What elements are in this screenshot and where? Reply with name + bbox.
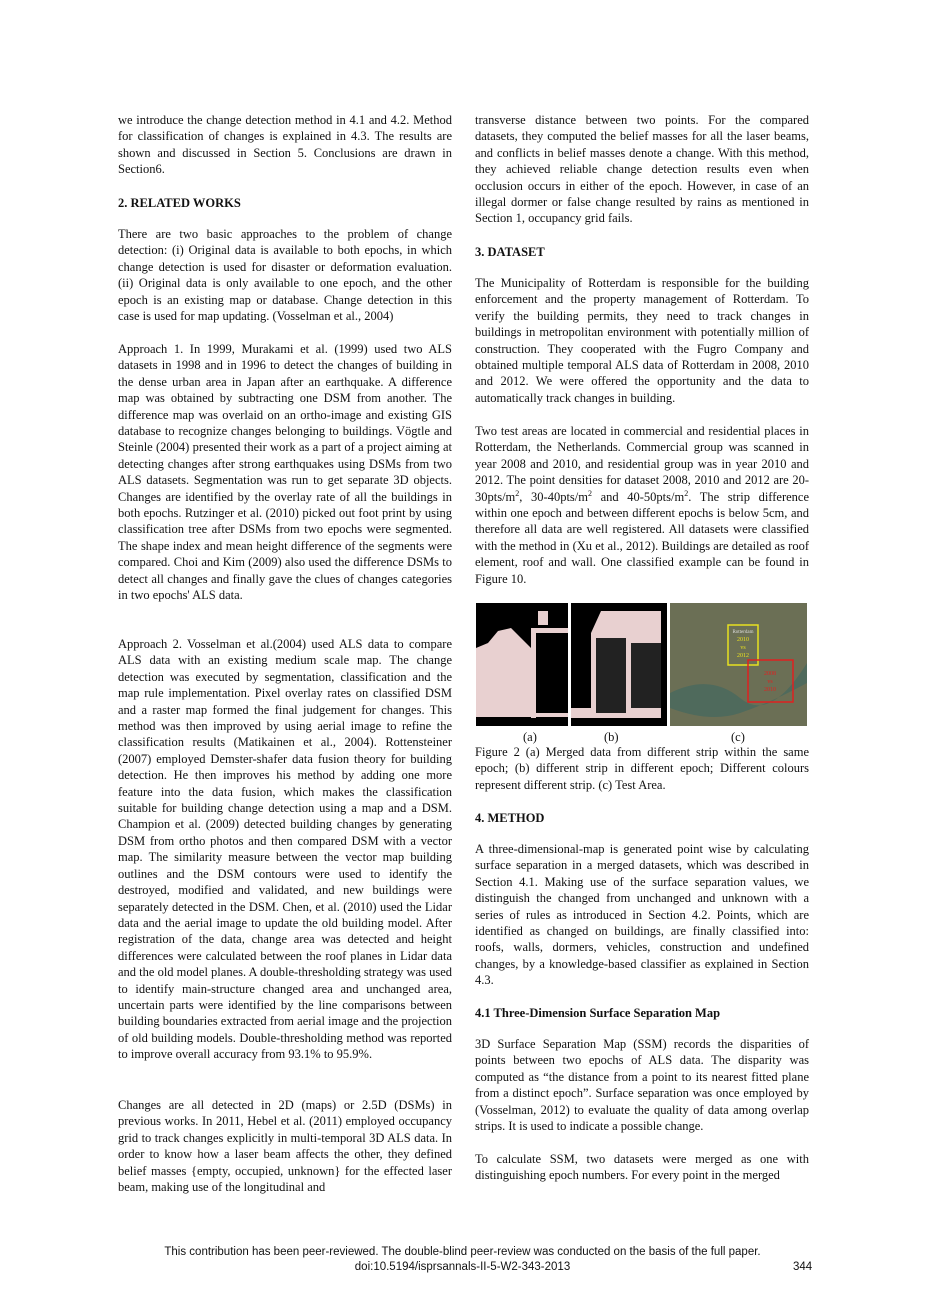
svg-text:2010: 2010 bbox=[764, 687, 776, 693]
figure-label-b: (b) bbox=[604, 730, 619, 744]
approach-1-paragraph: Approach 1. In 1999, Murakami et al. (1999) used two ALS datasets in 1998 and in 1996 to detect the changes of building in the dense urban area in Japan after an earthquake. A difference map was obtained by subtracting one DSM from another. The difference map was overlaid on an ortho-image and existing GIS database to recognize changes belonging to buildings. Vögtle and Steinle (2004) presented their work as a part of a project aiming at detecting changes after strong earthquakes using DSMs from two ALS datasets. Segmentation was run to get separate 3D objects. Changes are identified by the overlay rate of all the buildings in both epochs. Rutzinger et al. (2010) picked out foot print by using classification tree after DSMs from two epochs were segmented. The shape index and mean height difference of the segments were compared. Choi and Kim (2009) also used the difference DSMs to detect all changes and finally gave the clues of changes categories in two epochs' ALS data. bbox=[118, 342, 452, 603]
svg-text:2008: 2008 bbox=[764, 671, 776, 677]
related-works-paragraph: There are two basic approaches to the problem of change detection: (i) Original data is available to both epochs, in which change detection is used for disaster or deformation evaluation. (ii) Original data is only available to one epoch, and the other epoch is an existing map or database. Change detection in this case is used for map updating. (Vosselman et al., 2004) bbox=[118, 227, 452, 324]
figure-2-caption: Figure 2 (a) Merged data from different strip within the same epoch; (b) different strip in different epoch; Different colours represent different strip. (c) Test Area. bbox=[475, 745, 809, 792]
figure-2b-point-cloud bbox=[571, 603, 667, 726]
figure-label-c: (c) bbox=[731, 730, 745, 744]
occupancy-paragraph: transverse distance between two points. For the compared datasets, they computed the belief masses for all the laser beams, and conflicts in belief masses denote a change. With this method, they achieved reliable change detection results even when occlusion occurs in either of the epoch. However, in case of an illegal dormer or false change resulted by rains as mentioned in Section 1, occupancy grid fails. bbox=[475, 113, 809, 226]
ssm-paragraph: 3D Surface Separation Map (SSM) records the disparities of points between two epochs of ALS data. The disparity was computed as “the distance from a point to its nearest fitted plane from a distinct epoch”. Surface separation was once employed by (Vosselman, 2012) to evaluate the quality of data among overlap strips. It is used to indicate a possible change. bbox=[475, 1037, 809, 1134]
figure-2a-point-cloud bbox=[476, 603, 568, 726]
footer-doi: doi:10.5194/isprsannals-II-5-W2-343-2013 bbox=[354, 1261, 571, 1273]
section-heading-method: 4. METHOD bbox=[475, 811, 545, 825]
figure-label-a: (a) bbox=[523, 730, 537, 744]
section-heading-related-works: 2. RELATED WORKS bbox=[118, 196, 241, 210]
changes-paragraph: Changes are all detected in 2D (maps) or 2.5D (DSMs) in previous works. In 2011, Hebel et al. (2011) employed occupancy grid to track changes explicitly in multi-temporal 3D ALS data. In order to know how a laser beam affects the other, they defined belief masses {empty, occupied, unknown} for the effected laser beam, making use of the longitudinal and bbox=[118, 1098, 452, 1195]
figure-2c-test-area-map bbox=[670, 603, 807, 726]
footer-review-note: This contribution has been peer-reviewed. The double-blind peer-review was conducted on the basis of the full paper. bbox=[164, 1246, 761, 1258]
page-number: 344 bbox=[793, 1261, 813, 1273]
svg-text:Rotterdam: Rotterdam bbox=[732, 630, 754, 635]
svg-text:2012: 2012 bbox=[737, 653, 749, 659]
approach-2-paragraph: Approach 2. Vosselman et al.(2004) used ALS data to compare ALS data with an existing medium scale map. The change detection was executed by segmentation, classification and the map rule implementation. Pixel overlay rates on classified DSM and a raster map formed the final judgement for changes. This method was then improved by using aerial image to refine the classification results (Matikainen et al., 2004). Rottensteiner (2007) employed Demster-shafer data fusion theory for building detection. He then improves his method by adding one more feature into the data fusion, which makes the classification suitable for building change detection using a map and a DSM. Champion et al. (2009) detected building changes by generating DSM from ortho photos and then compared DSM with a vector map. The similarity measure between the vector map building outlines and the DSM contours were used to identify the destroyed, modified and validated, and new buildings were separately detected in the DSM. Chen, et al. (2010) used the Lidar data and the aerial image to update the old building model. After registration of the data, change area was detected and height differences were calculated between the roof planes in Lidar data and the old model planes. A double-thresholding strategy was used to identify main-structure changed area and unchanged area, uncertain parts were identified by the line comparisons between building boundaries extracted from aerial image and the projection of old building models. Double-thresholding method was reported to improve overall accuracy from 93.1% to 95.9%. bbox=[118, 637, 452, 1062]
method-paragraph: A three-dimensional-map is generated point wise by calculating surface separation in a merged datasets, which was described in Section 4.1. Making use of the surface separation values, we distinguish the changed from unchanged and unknown with a series of rules as introduced in Section 4.2. Points, which are identified as changed on buildings, are finally classified into: roofs, walls, dormers, vehicles, construction and undefined changes, by a knowledge-based classifier as explained in Section 4.3. bbox=[475, 842, 809, 988]
ssm-calc-paragraph: To calculate SSM, two datasets were merged as one with distinguishing epoch numbers. For every point in the merged bbox=[475, 1152, 809, 1183]
intro-paragraph: we introduce the change detection method in 4.1 and 4.2. Method for classification of changes is explained in 4.3. The results are shown and discussed in Section 5. Conclusions are drawn in Section6. bbox=[118, 113, 452, 177]
svg-text:2010: 2010 bbox=[737, 637, 749, 643]
test-areas-paragraph: Two test areas are located in commercial and residential places in Rotterdam, the Netherlands. Commercial group was scanned in year 2008 and 2010, and residential group was in year 2010 and 2012. The point densities for dataset 2008, 2010 and 2012 are $20-30pts/m^2$, $30-40pts/m^2$ and $40-50pts/m^2$. The strip difference within one epoch and between different epochs is below 5cm, and therefore all data are well registered. All datasets were classified with the method in (Xu et al., 2012). Buildings are detailed as roof element, roof and wall. One classified example can be found in Figure 10. bbox=[475, 424, 810, 586]
svg-text:vs: vs bbox=[740, 645, 746, 651]
svg-text:vs: vs bbox=[767, 679, 773, 685]
section-heading-dataset: 3. DATASET bbox=[475, 245, 545, 259]
subsection-heading-4-1: 4.1 Three-Dimension Surface Separation Map bbox=[475, 1006, 721, 1020]
dataset-paragraph: The Municipality of Rotterdam is responsible for the building enforcement and the property management of Rotterdam. To verify the building permits, they need to track changes in buildings in metropolitan environment with potentially million of construction. They cooperated with the Fugro Company and obtained multiple temporal ALS data of Rotterdam in 2008, 2010 and 2012. We were offered the opportunity and the data to automatically track changes in building. bbox=[475, 276, 809, 405]
